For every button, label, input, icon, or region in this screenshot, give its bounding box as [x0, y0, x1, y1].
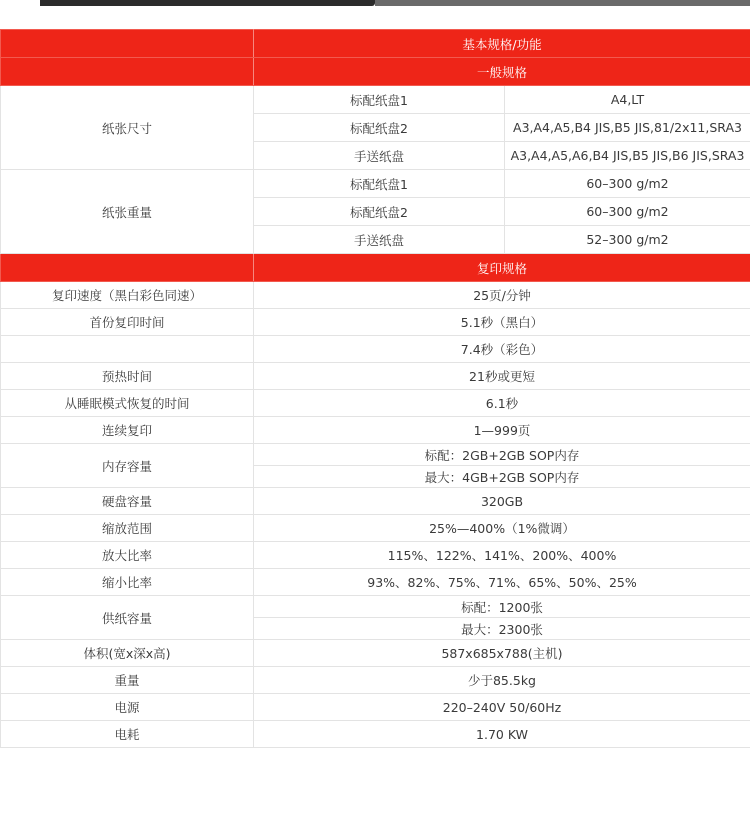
spec-value: 1—999页: [254, 417, 750, 444]
header-copy-specs: 复印规格: [254, 254, 750, 282]
table-row: [1, 596, 750, 618]
spec-value: 标配：1200张: [254, 596, 750, 618]
table-row: [1, 86, 750, 114]
table-row: [1, 640, 750, 667]
table-row: [1, 515, 750, 542]
header-blank-cell: [1, 254, 254, 282]
tray-value: 60–300 g/m2: [505, 170, 750, 198]
spec-label: 硬盘容量: [1, 488, 254, 515]
spec-label: 首份复印时间: [1, 309, 254, 336]
spec-value: 最大：2300张: [254, 618, 750, 640]
table-row: [1, 488, 750, 515]
spec-label: 复印速度（黑白彩色同速）: [1, 282, 254, 309]
table-row: [1, 721, 750, 748]
tray-name: 标配纸盘2: [254, 114, 505, 142]
spec-value: 6.1秒: [254, 390, 750, 417]
spec-value: 少于85.5kg: [254, 667, 750, 694]
header-blank-cell: [1, 30, 254, 58]
tray-value: 60–300 g/m2: [505, 198, 750, 226]
tray-value: A3,A4,A5,A6,B4 JIS,B5 JIS,B6 JIS,SRA3: [505, 142, 750, 170]
table-row: [1, 336, 750, 363]
table-row: [1, 309, 750, 336]
spec-label: 电耗: [1, 721, 254, 748]
table-row: [1, 363, 750, 390]
spec-value: 587x685x788(主机): [254, 640, 750, 667]
spec-label: 缩放范围: [1, 515, 254, 542]
spec-label: 从睡眠模式恢复的时间: [1, 390, 254, 417]
table-row: [1, 694, 750, 721]
spec-value: 21秒或更短: [254, 363, 750, 390]
spec-value: 25%—400%（1%微调）: [254, 515, 750, 542]
spec-label: 电源: [1, 694, 254, 721]
spec-label: 内存容量: [1, 444, 254, 488]
header-row-basic: [1, 30, 750, 58]
spec-value: 1.70 KW: [254, 721, 750, 748]
spec-value: 标配：2GB+2GB SOP内存: [254, 444, 750, 466]
table-row: [1, 667, 750, 694]
spec-label: 供纸容量: [1, 596, 254, 640]
tray-value: 52–300 g/m2: [505, 226, 750, 254]
table-row: [1, 417, 750, 444]
banner-grey-band: [375, 0, 750, 6]
table-row: [1, 390, 750, 417]
spec-label-empty: [1, 336, 254, 363]
spec-label: 重量: [1, 667, 254, 694]
spec-value: 93%、82%、75%、71%、65%、50%、25%: [254, 569, 750, 596]
spec-value: 115%、122%、141%、200%、400%: [254, 542, 750, 569]
table-row: [1, 282, 750, 309]
spec-value: 7.4秒（彩色）: [254, 336, 750, 363]
table-row: [1, 444, 750, 466]
tray-name: 标配纸盘1: [254, 170, 505, 198]
spec-value: 最大：4GB+2GB SOP内存: [254, 466, 750, 488]
tray-value: A3,A4,A5,B4 JIS,B5 JIS,81/2x11,SRA3: [505, 114, 750, 142]
top-banner-edge: [0, 0, 750, 22]
tray-value: A4,LT: [505, 86, 750, 114]
spec-table: [0, 29, 750, 748]
banner-dark-band: [40, 0, 375, 6]
header-row-general: [1, 58, 750, 86]
paper-size-label: 纸张尺寸: [1, 86, 254, 170]
spec-label: 体积(宽x深x高): [1, 640, 254, 667]
spec-value: 220–240V 50/60Hz: [254, 694, 750, 721]
tray-name: 手送纸盘: [254, 226, 505, 254]
spec-label: 缩小比率: [1, 569, 254, 596]
table-row: [1, 170, 750, 198]
spec-value: 5.1秒（黑白）: [254, 309, 750, 336]
header-row-copy: [1, 254, 750, 282]
header-general-specs: 一般规格: [254, 58, 750, 86]
paper-weight-label: 纸张重量: [1, 170, 254, 254]
spec-value: 25页/分钟: [254, 282, 750, 309]
spec-label: 预热时间: [1, 363, 254, 390]
tray-name: 标配纸盘1: [254, 86, 505, 114]
table-row: [1, 542, 750, 569]
spec-value: 320GB: [254, 488, 750, 515]
tray-name: 标配纸盘2: [254, 198, 505, 226]
header-blank-cell: [1, 58, 254, 86]
tray-name: 手送纸盘: [254, 142, 505, 170]
spec-label: 连续复印: [1, 417, 254, 444]
spec-label: 放大比率: [1, 542, 254, 569]
header-basic-specs: 基本规格/功能: [254, 30, 750, 58]
table-row: [1, 569, 750, 596]
